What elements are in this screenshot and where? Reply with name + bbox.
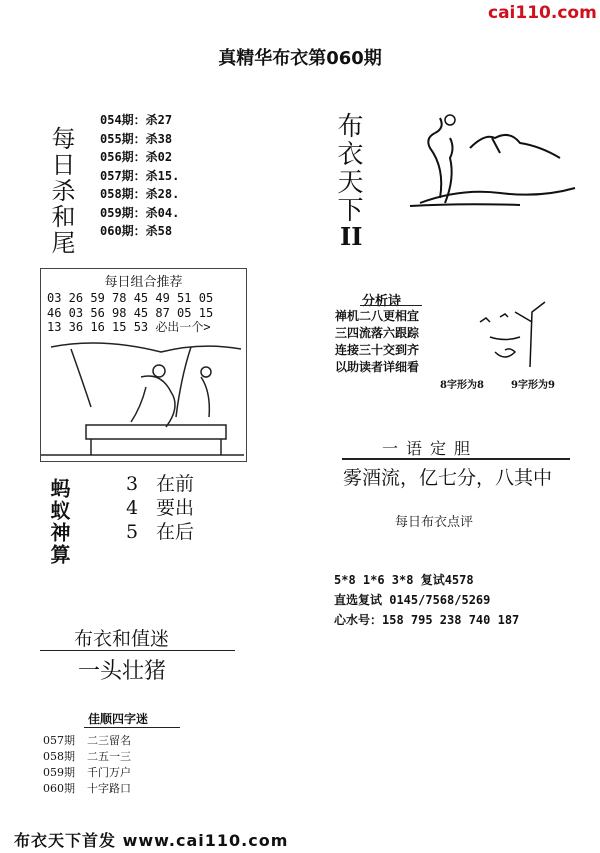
sum-riddle-title: 布衣和值迷 bbox=[74, 628, 170, 650]
list-item: 054期：杀27 bbox=[100, 113, 173, 127]
ant-row-number: 5 bbox=[126, 521, 139, 543]
list-item: 059期：杀04. bbox=[100, 205, 180, 220]
period-label: 060期 bbox=[43, 782, 75, 795]
shape-note-9: 9字形为9 bbox=[511, 380, 555, 391]
list-item: 057期：杀15. bbox=[100, 168, 180, 183]
list-item: 060期：杀58 bbox=[100, 224, 173, 238]
poem-line: 禅机二八更相宜 bbox=[335, 309, 420, 323]
poem-title-underline bbox=[360, 305, 422, 306]
period-label: 057期 bbox=[43, 734, 75, 747]
kill-tail-label: 每日杀和尾 bbox=[47, 126, 75, 256]
list-item: 055期：杀38 bbox=[100, 131, 173, 146]
yiyu-title: 一语定胆 bbox=[382, 439, 479, 458]
shape-note-8: 8字形为8 bbox=[440, 380, 484, 391]
ant-calc-rows bbox=[126, 472, 194, 544]
list-item bbox=[43, 733, 131, 749]
tip-line: 5*8 1*6 3*8 复试4578 bbox=[334, 573, 474, 587]
bird-branch-illustration bbox=[460, 292, 560, 372]
list-item bbox=[43, 749, 131, 765]
riddle-text: 二三留名 bbox=[87, 734, 131, 747]
ant-row-number: 4 bbox=[126, 497, 139, 519]
footer-site-link[interactable]: 布衣天下首发 www.cai110.com bbox=[14, 831, 289, 850]
buyi-title-suffix: II bbox=[340, 222, 363, 251]
list-item bbox=[43, 765, 131, 781]
sum-riddle-answer: 一头壮猪 bbox=[78, 659, 167, 684]
period-label: 058期 bbox=[43, 750, 75, 763]
buyi-vertical-title: 布衣天下 bbox=[333, 112, 363, 224]
ant-row-number: 3 bbox=[126, 473, 139, 495]
ant-row-text: 在前 bbox=[156, 473, 195, 495]
poem-title: 分析诗 bbox=[362, 294, 402, 309]
sum-riddle-divider bbox=[40, 650, 235, 651]
combo-row: 13 36 16 15 53 必出一个> bbox=[47, 320, 211, 334]
riddle-text: 二五一三 bbox=[87, 750, 131, 763]
yiyu-divider bbox=[342, 458, 570, 460]
poem-line: 三四流落六跟踪 bbox=[335, 326, 420, 340]
scholar-sketch-illustration bbox=[41, 337, 244, 459]
mountain-sketch-illustration bbox=[400, 108, 580, 208]
combo-rows bbox=[47, 291, 213, 335]
combo-row: 46 03 56 98 45 87 05 15 bbox=[47, 305, 214, 320]
number-tips bbox=[334, 570, 519, 630]
poem-line: 连接三十交到齐 bbox=[335, 343, 420, 357]
ant-calc-label: 蚂蚁神算 bbox=[47, 478, 71, 566]
list-item: 056期：杀02 bbox=[100, 150, 173, 164]
ant-row bbox=[126, 472, 194, 496]
four-char-riddle-title: 佳顺四字迷 bbox=[88, 712, 149, 726]
combo-row: 03 26 59 78 45 49 51 05 bbox=[47, 291, 214, 305]
list-item: 058期：杀28. bbox=[100, 187, 180, 201]
list-item bbox=[43, 781, 131, 797]
ant-row-text: 要出 bbox=[156, 497, 195, 519]
page-title: 真精华布衣第060期 bbox=[218, 48, 382, 69]
tip-line: 直选复试 0145/7568/5269 bbox=[334, 593, 491, 607]
riddle-text: 十字路口 bbox=[87, 782, 131, 795]
ant-row-text: 在后 bbox=[156, 521, 195, 543]
four-char-riddle-list bbox=[43, 733, 131, 797]
poem-line: 以助读者详细看 bbox=[335, 360, 420, 374]
site-logo: cai110.com bbox=[488, 3, 597, 23]
four-char-riddle-divider bbox=[84, 727, 180, 728]
daily-comment-title: 每日布衣点评 bbox=[395, 515, 474, 530]
riddle-text: 千门万户 bbox=[87, 766, 131, 779]
combo-recommend-box bbox=[40, 268, 247, 462]
yiyu-text: 雾酒流，亿七分，八其中 bbox=[343, 467, 553, 489]
period-label: 059期 bbox=[43, 766, 75, 779]
combo-title: 每日组合推荐 bbox=[104, 275, 183, 290]
ant-row bbox=[126, 520, 194, 544]
poem-lines bbox=[335, 308, 419, 376]
kill-tail-list bbox=[100, 111, 179, 241]
ant-row bbox=[126, 496, 194, 520]
tip-line: 心水号：158 795 238 740 187 bbox=[334, 613, 520, 627]
